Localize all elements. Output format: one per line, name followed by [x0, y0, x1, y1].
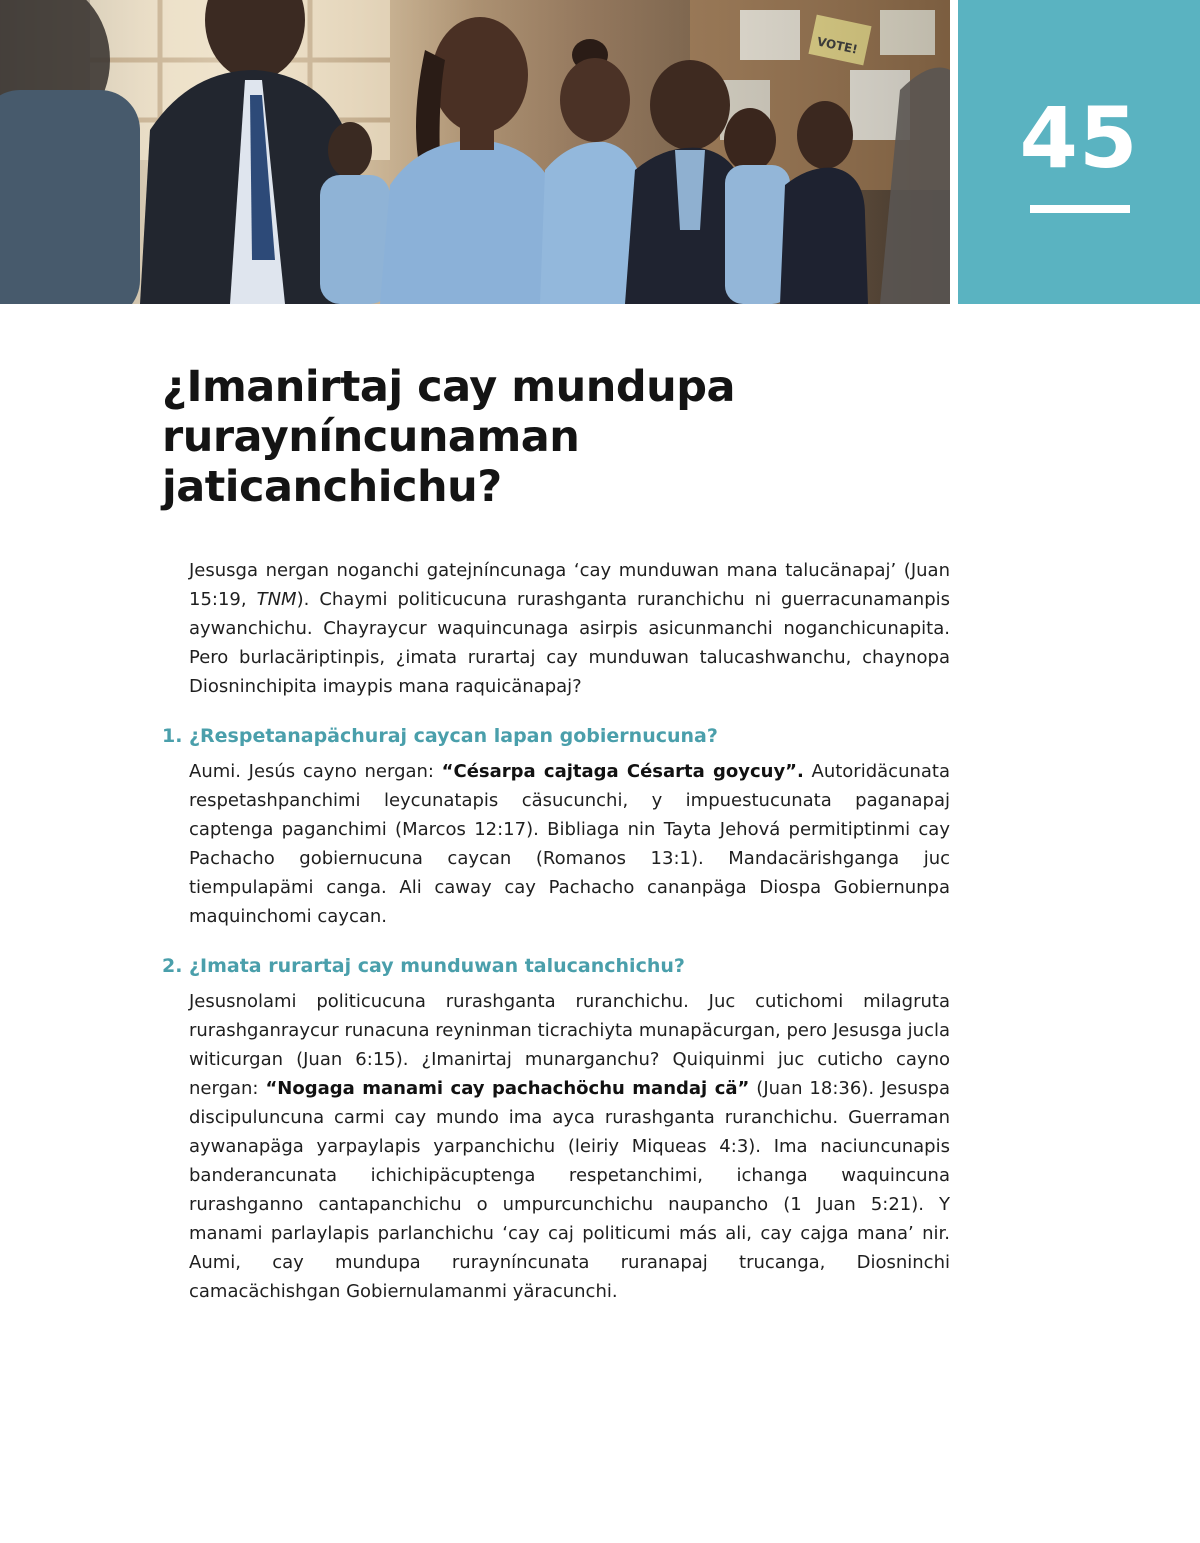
badge-underline [1030, 205, 1130, 213]
answer-1-text-2: Autoridäcunata respetashpanchimi leycunatapis cäsucunchi, y impuestucunata paganapaj captenga paganchimi (Marcos 12:17). Bibliaga nin Tayta Jehová permitiptinmi cay Pachacho gobiernucuna caycan (Romanos 13:1). Mandacärishganga juc tiempulapämi canga. Ali caway cay Pachacho cananpäga Diospa Gobiernunpa maquinchomi caycan. [189, 761, 950, 927]
answer-1-text-1: Aumi. Jesús cayno nergan: [189, 761, 442, 782]
person-blurred-left [0, 90, 140, 304]
question-2 [162, 953, 950, 979]
classroom-illustration [0, 0, 950, 304]
question-2-number: 2. [162, 955, 183, 977]
intro-text-2: ). Chaymi politicucuna rurashganta ruranchichu ni guerracunamanpis aywanchichu. Chayraycur waquincunaga asirpis asicunmanchi noganchicunapita. Pero burlacäriptinpis, ¿imata rurartaj cay munduwan talucashwanchu, chaynopa Diosninchipita imaypis mana raquicänapaj? [189, 589, 950, 697]
girl-head [432, 17, 528, 133]
page-title [162, 362, 922, 512]
answer-2 [189, 987, 950, 1306]
answer-2-text-2: (Juan 18:36). Jesuspa discipuluncuna carmi cay mundo ima ayca rurashganta ruranchichu. Guerraman aywanapäga yarpaylapis yarpanchichu (leiriy Miqueas 4:3). Ima naciuncunapis banderancunata ichichipäcuptenga respetanchimi, ichanga waquincuna rurashganno cantapanchichu o umpurcunchichu naupancho (1 Juan 5:21). Y manami parlaylapis parlanchichu ‘cay caj politicumi más ali, cay cajga mana’ nir. Aumi, cay mundupa rurayníncunata ruranapaj trucanga, Diosninchi camacächishgan Gobiernulamanmi yäracunchi. [189, 1078, 950, 1302]
question-2-text: ¿Imata rurartaj cay munduwan talucanchichu? [189, 955, 685, 977]
question-1-text: ¿Respetanapächuraj caycan lapan gobiernucuna? [189, 725, 718, 747]
intro-text-1: Jesusga nergan noganchi gatejníncunaga ‘cay munduwan mana talucänapaj’ (Juan 15:19, [189, 560, 950, 610]
question-1 [162, 723, 950, 749]
answer-2-quote: “Nogaga manami cay pachachöchu mandaj cä” [265, 1078, 750, 1099]
title-line-2: rurayníncunaman [162, 412, 580, 462]
hero-photo [0, 0, 950, 304]
answer-1 [189, 757, 950, 931]
title-line-1: ¿Imanirtaj cay mundupa [162, 362, 736, 412]
intro-paragraph [189, 556, 950, 701]
lesson-number-badge [958, 0, 1200, 304]
answer-2-text-1: Jesusnolami politicucuna rurashganta ruranchichu. Juc cutichomi milagruta rurashganraycur runacuna reyninman ticrachiyta munapäcurgan, pero Jesusga jucla witicurgan (Juan 6:15). ¿Imanirtaj munarganchu? Quiquinmi juc cuticho cayno nergan: [189, 991, 950, 1099]
intro-tnm: TNM [256, 589, 297, 610]
question-1-number: 1. [162, 725, 183, 747]
lesson-content [162, 556, 950, 1306]
answer-1-quote: “Césarpa cajtaga Césarta goycuy”. [441, 761, 804, 782]
lesson-number: 45 [1019, 89, 1139, 187]
title-line-3: jaticanchichu? [162, 462, 502, 512]
